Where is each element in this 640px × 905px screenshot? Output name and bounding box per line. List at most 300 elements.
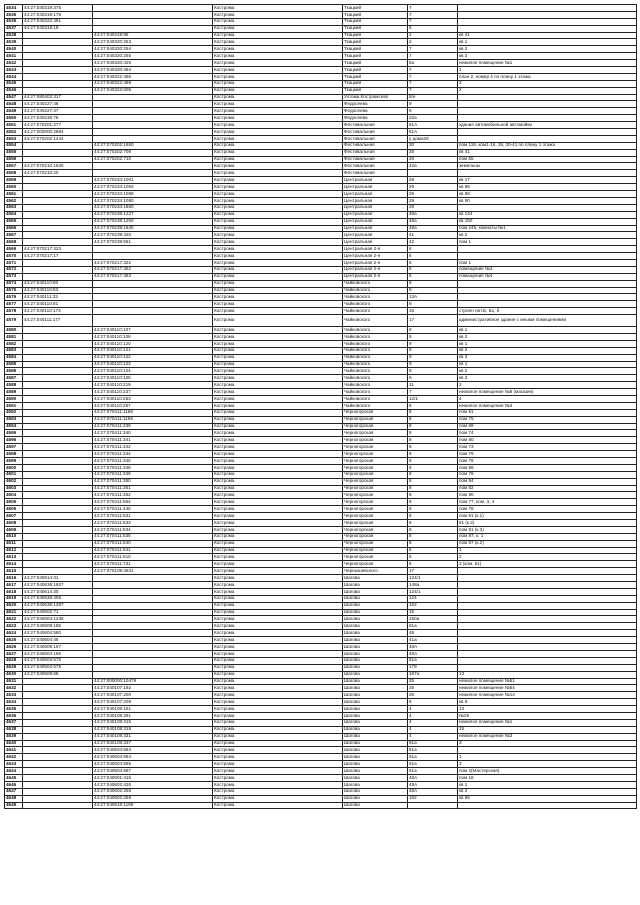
premises-cadastral-number-cell: 44:27:070239:420 xyxy=(93,232,213,239)
city-name-cell: Кострома xyxy=(213,595,343,602)
premises-note-cell xyxy=(458,280,637,287)
premises-note-cell xyxy=(458,135,637,142)
table-row xyxy=(5,650,637,657)
building-number-cell: 17 xyxy=(408,568,458,575)
street-name-cell: Шагова xyxy=(343,582,408,589)
parcel-cadastral-number-cell: 44:27:040319:375 xyxy=(23,5,93,12)
city-name-cell: Кострома xyxy=(213,533,343,540)
premises-note-cell: кв 1 xyxy=(458,39,637,46)
table-row xyxy=(5,444,637,451)
premises-cadastral-number-cell: 44:27:040110:237 xyxy=(93,389,213,396)
row-number-cell: 4646 xyxy=(5,781,23,788)
street-name-cell: Центральная xyxy=(343,191,408,198)
building-number-cell: 6 xyxy=(408,259,458,266)
city-name-cell: Кострома xyxy=(213,184,343,191)
premises-note-cell: пом 90 xyxy=(458,492,637,499)
city-name-cell: Кострома xyxy=(213,637,343,644)
table-row xyxy=(5,101,637,108)
row-number-cell: 4644 xyxy=(5,768,23,775)
street-name-cell: Шагова xyxy=(343,609,408,616)
street-name-cell: Шагова xyxy=(343,602,408,609)
table-row xyxy=(5,18,637,25)
building-number-cell: 48А xyxy=(408,650,458,657)
premises-cadastral-number-cell: 44:27:070411:340 xyxy=(93,430,213,437)
table-row xyxy=(5,478,637,485)
city-name-cell: Кострома xyxy=(213,444,343,451)
premises-cadastral-number-cell: 44:27:070411:348 xyxy=(93,464,213,471)
premises-note-cell xyxy=(458,616,637,623)
parcel-cadastral-number-cell xyxy=(23,46,93,53)
city-name-cell: Кострома xyxy=(213,650,343,657)
street-name-cell: Шагова xyxy=(343,768,408,775)
building-number-cell: 8 xyxy=(408,416,458,423)
premises-note-cell xyxy=(458,108,637,115)
premises-cadastral-number-cell: 44:27:070109:4631 xyxy=(93,568,213,575)
parcel-cadastral-number-cell xyxy=(23,67,93,74)
street-name-cell: Центральная xyxy=(343,225,408,232)
building-number-cell: 61а xyxy=(408,740,458,747)
parcel-cadastral-number-cell xyxy=(23,788,93,795)
premises-note-cell: пом 81 (к.1) xyxy=(458,513,637,520)
street-name-cell: Фестивальная xyxy=(343,129,408,136)
table-row xyxy=(5,540,637,547)
table-row xyxy=(5,11,637,18)
row-number-cell: 4600 xyxy=(5,464,23,471)
premises-note-cell xyxy=(458,170,637,177)
table-row xyxy=(5,706,637,713)
premises-note-cell: кв 2 xyxy=(458,232,637,239)
parcel-cadastral-number-cell xyxy=(23,499,93,506)
table-row xyxy=(5,678,637,685)
table-row xyxy=(5,163,637,170)
row-number-cell: 4625 xyxy=(5,637,23,644)
street-name-cell: Чайковского xyxy=(343,308,408,315)
street-name-cell: Центральная 2-я xyxy=(343,266,408,273)
table-row xyxy=(5,768,637,775)
city-name-cell: Кострома xyxy=(213,802,343,809)
street-name-cell: Центральная 2-я xyxy=(343,253,408,260)
table-row xyxy=(5,568,637,575)
table-row xyxy=(5,416,637,423)
city-name-cell: Кострома xyxy=(213,657,343,664)
city-name-cell: Кострома xyxy=(213,395,343,402)
table-row xyxy=(5,204,637,211)
building-number-cell: 48а xyxy=(408,218,458,225)
building-number-cell: 8 xyxy=(408,458,458,465)
table-row xyxy=(5,184,637,191)
street-name-cell: Шагова xyxy=(343,754,408,761)
street-name-cell: Фестивальная xyxy=(343,135,408,142)
street-name-cell: Чайковского xyxy=(343,368,408,375)
table-row xyxy=(5,657,637,664)
premises-cadastral-number-cell: 44:27:040602:426 xyxy=(93,781,213,788)
table-row xyxy=(5,80,637,87)
premises-cadastral-number-cell: 44:27:040601:415 xyxy=(93,774,213,781)
premises-cadastral-number-cell: 44:27:040319:95 xyxy=(93,32,213,39)
table-row xyxy=(5,499,637,506)
street-name-cell: Черногорская xyxy=(343,485,408,492)
table-row xyxy=(5,774,637,781)
row-number-cell: 4627 xyxy=(5,650,23,657)
premises-note-cell: пом 1 xyxy=(458,239,637,246)
premises-cadastral-number-cell xyxy=(93,135,213,142)
row-number-cell: 4580 xyxy=(5,327,23,334)
table-row xyxy=(5,246,637,253)
parcel-cadastral-number-cell: 44:27:040235:78 xyxy=(23,115,93,122)
table-row xyxy=(5,588,637,595)
building-number-cell: 9 xyxy=(408,280,458,287)
premises-note-cell: кв 1 xyxy=(458,327,637,334)
building-number-cell: 30 xyxy=(408,142,458,149)
street-name-cell: Центральная xyxy=(343,184,408,191)
building-number-cell: 6 xyxy=(408,273,458,280)
building-number-cell: 9 xyxy=(408,375,458,382)
table-row xyxy=(5,547,637,554)
premises-cadastral-number-cell: 44:27:000000:10479 xyxy=(93,678,213,685)
city-name-cell: Кострома xyxy=(213,416,343,423)
premises-cadastral-number-cell: 44:27:040504:587 xyxy=(93,768,213,775)
parcel-cadastral-number-cell xyxy=(23,430,93,437)
street-name-cell: Чайковского xyxy=(343,327,408,334)
table-row xyxy=(5,712,637,719)
table-row xyxy=(5,60,637,67)
row-number-cell: 4618 xyxy=(5,588,23,595)
street-name-cell: Ткацкий xyxy=(343,53,408,60)
table-row xyxy=(5,25,637,32)
premises-note-cell xyxy=(458,294,637,301)
parcel-cadastral-number-cell xyxy=(23,706,93,713)
premises-note-cell: кв 144 xyxy=(458,211,637,218)
premises-note-cell: кв 1 xyxy=(458,340,637,347)
building-number-cell: 4 xyxy=(408,719,458,726)
building-number-cell: 124 xyxy=(408,595,458,602)
street-name-cell: Центральная xyxy=(343,197,408,204)
premises-note-cell: помещение №4 xyxy=(458,273,637,280)
table-row xyxy=(5,32,637,39)
city-name-cell: Кострома xyxy=(213,340,343,347)
table-row xyxy=(5,129,637,136)
parcel-cadastral-number-cell: 44:27:070201:277 xyxy=(23,122,93,129)
building-number-cell: 7 xyxy=(408,46,458,53)
premises-cadastral-number-cell xyxy=(93,108,213,115)
city-name-cell: Кострома xyxy=(213,761,343,768)
street-name-cell: Черногорская xyxy=(343,540,408,547)
city-name-cell: Кострома xyxy=(213,177,343,184)
building-number-cell: 48А xyxy=(408,781,458,788)
premises-cadastral-number-cell xyxy=(93,287,213,294)
parcel-cadastral-number-cell xyxy=(23,506,93,513)
street-name-cell: Чайковского xyxy=(343,402,408,409)
premises-note-cell: кв 41 xyxy=(458,32,637,39)
parcel-cadastral-number-cell xyxy=(23,402,93,409)
parcel-cadastral-number-cell: 44:27:040636:1287 xyxy=(23,602,93,609)
building-number-cell: 150а xyxy=(408,616,458,623)
row-number-cell: 4548 xyxy=(5,101,23,108)
city-name-cell: Кострома xyxy=(213,788,343,795)
premises-cadastral-number-cell: 44:27:040322:488 xyxy=(93,80,213,87)
street-name-cell: Чайковского xyxy=(343,389,408,396)
table-row xyxy=(5,46,637,53)
street-name-cell: Шагова xyxy=(343,740,408,747)
city-name-cell: Кострома xyxy=(213,301,343,308)
city-name-cell: Кострома xyxy=(213,108,343,115)
street-name-cell: Чайковского xyxy=(343,333,408,340)
premises-note-cell: кв 2 xyxy=(458,46,637,53)
table-row xyxy=(5,630,637,637)
city-name-cell: Кострома xyxy=(213,471,343,478)
row-number-cell: 4629 xyxy=(5,664,23,671)
premises-note-cell xyxy=(458,287,637,294)
premises-cadastral-number-cell xyxy=(93,280,213,287)
row-number-cell: 4593 xyxy=(5,416,23,423)
premises-cadastral-number-cell: 44:27:070411:344 xyxy=(93,451,213,458)
premises-cadastral-number-cell: 44:27:040107:200 xyxy=(93,692,213,699)
parcel-cadastral-number-cell xyxy=(23,444,93,451)
parcel-cadastral-number-cell: 44:27:070217:17 xyxy=(23,253,93,260)
row-number-cell: 4565 xyxy=(5,218,23,225)
city-name-cell: Кострома xyxy=(213,644,343,651)
city-name-cell: Кострома xyxy=(213,499,343,506)
parcel-cadastral-number-cell: 44:27:040614:30 xyxy=(23,588,93,595)
premises-cadastral-number-cell: 44:27:070234:1001 xyxy=(93,177,213,184)
building-number-cell: 7 xyxy=(408,11,458,18)
row-number-cell: 4554 xyxy=(5,142,23,149)
table-row xyxy=(5,513,637,520)
table-row xyxy=(5,595,637,602)
city-name-cell: Кострома xyxy=(213,733,343,740)
street-name-cell: Шагова xyxy=(343,788,408,795)
premises-cadastral-number-cell xyxy=(93,94,213,101)
premises-cadastral-number-cell: 44:27:070234:1860 xyxy=(93,204,213,211)
premises-cadastral-number-cell: 44:27:040320:425 xyxy=(93,60,213,67)
parcel-cadastral-number-cell: 44:27:040604:1238 xyxy=(23,616,93,623)
table-row xyxy=(5,361,637,368)
parcel-cadastral-number-cell: 44:27:000000:2884 xyxy=(23,129,93,136)
premises-note-cell: 2 xyxy=(458,87,637,94)
row-number-cell: 4542 xyxy=(5,60,23,67)
building-number-cell: 17 xyxy=(408,315,458,327)
row-number-cell: 4603 xyxy=(5,485,23,492)
premises-cadastral-number-cell xyxy=(93,301,213,308)
row-number-cell: 4535 xyxy=(5,11,23,18)
building-number-cell: 8 xyxy=(408,430,458,437)
street-name-cell: Шагова xyxy=(343,761,408,768)
premises-cadastral-number-cell xyxy=(93,11,213,18)
parcel-cadastral-number-cell xyxy=(23,485,93,492)
premises-cadastral-number-cell xyxy=(93,115,213,122)
parcel-cadastral-number-cell xyxy=(23,533,93,540)
premises-cadastral-number-cell xyxy=(93,657,213,664)
building-number-cell: 61а xyxy=(408,623,458,630)
table-row xyxy=(5,437,637,444)
parcel-cadastral-number-cell xyxy=(23,774,93,781)
row-number-cell: 4645 xyxy=(5,774,23,781)
building-number-cell: 152 xyxy=(408,602,458,609)
premises-cadastral-number-cell: 44:27:040320:484 xyxy=(93,67,213,74)
premises-cadastral-number-cell: 44:27:070239:551 xyxy=(93,239,213,246)
street-name-cell: Чайковского xyxy=(343,287,408,294)
table-row xyxy=(5,239,637,246)
row-number-cell: 4648 xyxy=(5,795,23,802)
street-name-cell: Шагова xyxy=(343,616,408,623)
premises-note-cell: кв 2 xyxy=(458,333,637,340)
building-number-cell: 4 xyxy=(408,726,458,733)
premises-cadastral-number-cell: 44:27:070411:554 xyxy=(93,499,213,506)
premises-cadastral-number-cell: 44:27:070238:1227 xyxy=(93,211,213,218)
premises-note-cell xyxy=(458,18,637,25)
building-number-cell: 8 xyxy=(408,506,458,513)
table-row xyxy=(5,582,637,589)
parcel-cadastral-number-cell xyxy=(23,156,93,163)
premises-cadastral-number-cell: 44:27:070411:531 xyxy=(93,513,213,520)
city-name-cell: Кострома xyxy=(213,149,343,156)
premises-note-cell: нежилое помещение №54 xyxy=(458,685,637,692)
table-row xyxy=(5,526,637,533)
table-row xyxy=(5,197,637,204)
parcel-cadastral-number-cell: 44:27:040502:71 xyxy=(23,609,93,616)
street-name-cell: Ткацкий xyxy=(343,73,408,80)
city-name-cell: Кострома xyxy=(213,602,343,609)
premises-cadastral-number-cell xyxy=(93,671,213,678)
building-number-cell: 48А xyxy=(408,788,458,795)
street-name-cell: Черногорская xyxy=(343,409,408,416)
premises-note-cell: пом 69 xyxy=(458,423,637,430)
parcel-cadastral-number-cell xyxy=(23,513,93,520)
building-number-cell: 9 xyxy=(408,108,458,115)
premises-cadastral-number-cell xyxy=(93,18,213,25)
premises-cadastral-number-cell: 44:27:040107:192 xyxy=(93,685,213,692)
street-name-cell: Шагова xyxy=(343,726,408,733)
parcel-cadastral-number-cell xyxy=(23,259,93,266)
street-name-cell: Шагова xyxy=(343,802,408,809)
street-name-cell: Черногорская xyxy=(343,471,408,478)
premises-cadastral-number-cell: 44:27:040504:583 xyxy=(93,747,213,754)
street-name-cell: Черногорская xyxy=(343,416,408,423)
street-name-cell: Шагова xyxy=(343,671,408,678)
city-name-cell: Кострома xyxy=(213,163,343,170)
row-number-cell: 4534 xyxy=(5,5,23,12)
premises-cadastral-number-cell xyxy=(93,308,213,315)
row-number-cell: 4568 xyxy=(5,239,23,246)
premises-note-cell: кв 17 xyxy=(458,177,637,184)
parcel-cadastral-number-cell: 44:27:040504:575 xyxy=(23,664,93,671)
parcel-cadastral-number-cell xyxy=(23,273,93,280)
row-number-cell: 4573 xyxy=(5,273,23,280)
table-row xyxy=(5,67,637,74)
parcel-cadastral-number-cell xyxy=(23,191,93,198)
city-name-cell: Кострома xyxy=(213,73,343,80)
parcel-cadastral-number-cell: 44:27:040504:45 xyxy=(23,637,93,644)
building-number-cell: 6 xyxy=(408,266,458,273)
table-row xyxy=(5,122,637,129)
building-number-cell: 61А xyxy=(408,122,458,129)
table-row xyxy=(5,733,637,740)
premises-cadastral-number-cell: 44:27:040110:121 xyxy=(93,347,213,354)
row-number-cell: 4624 xyxy=(5,630,23,637)
building-number-cell: 41а xyxy=(408,637,458,644)
premises-cadastral-number-cell: 44:27:040504:585 xyxy=(93,761,213,768)
building-number-cell: 6 xyxy=(408,561,458,568)
register-body xyxy=(5,5,637,809)
city-name-cell: Кострома xyxy=(213,671,343,678)
row-number-cell: 4589 xyxy=(5,389,23,396)
premises-note-cell xyxy=(458,595,637,602)
parcel-cadastral-number-cell xyxy=(23,382,93,389)
row-number-cell: 4557 xyxy=(5,163,23,170)
building-number-cell: 61А xyxy=(408,129,458,136)
row-number-cell: 4617 xyxy=(5,582,23,589)
premises-note-cell: кв 3 xyxy=(458,53,637,60)
table-row xyxy=(5,561,637,568)
row-number-cell: 4591 xyxy=(5,402,23,409)
table-row xyxy=(5,754,637,761)
row-number-cell: 4602 xyxy=(5,478,23,485)
city-name-cell: Кострома xyxy=(213,46,343,53)
row-number-cell: 4622 xyxy=(5,616,23,623)
city-name-cell: Кострома xyxy=(213,170,343,177)
city-name-cell: Кострома xyxy=(213,191,343,198)
row-number-cell: 4559 xyxy=(5,177,23,184)
building-number-cell: 4 xyxy=(408,706,458,713)
row-number-cell: 4628 xyxy=(5,657,23,664)
building-number-cell: 11 xyxy=(408,382,458,389)
city-name-cell: Кострома xyxy=(213,315,343,327)
street-name-cell: Ткацкий xyxy=(343,18,408,25)
parcel-cadastral-number-cell xyxy=(23,142,93,149)
city-name-cell: Кострома xyxy=(213,795,343,802)
table-row xyxy=(5,53,637,60)
premises-cadastral-number-cell: 44:27:040108:337 xyxy=(93,740,213,747)
table-row xyxy=(5,287,637,294)
table-row xyxy=(5,726,637,733)
premises-cadastral-number-cell: 44:27:070234:1090 xyxy=(93,197,213,204)
city-name-cell: Кострома xyxy=(213,781,343,788)
street-name-cell: Черногорская xyxy=(343,554,408,561)
premises-note-cell xyxy=(458,101,637,108)
premises-cadastral-number-cell: 44:27:070411:534 xyxy=(93,526,213,533)
row-number-cell: 4553 xyxy=(5,135,23,142)
parcel-cadastral-number-cell: 44:27:040504:575 xyxy=(23,657,93,664)
building-number-cell: 2 xyxy=(408,39,458,46)
premises-cadastral-number-cell xyxy=(93,623,213,630)
row-number-cell: 4637 xyxy=(5,719,23,726)
city-name-cell: Кострома xyxy=(213,692,343,699)
premises-cadastral-number-cell: 44:27:070411:352 xyxy=(93,492,213,499)
table-row xyxy=(5,354,637,361)
premises-cadastral-number-cell xyxy=(93,315,213,327)
city-name-cell: Кострома xyxy=(213,253,343,260)
premises-note-cell: план 2, номер 4 по плану 1 этажа xyxy=(458,73,637,80)
table-row xyxy=(5,492,637,499)
city-name-cell: Кострома xyxy=(213,361,343,368)
row-number-cell: 4585 xyxy=(5,361,23,368)
city-name-cell: Кострома xyxy=(213,389,343,396)
premises-note-cell: нежилое помещение №4 xyxy=(458,402,637,409)
street-name-cell: Шагова xyxy=(343,774,408,781)
building-number-cell: 9 xyxy=(408,301,458,308)
premises-cadastral-number-cell: 44:27:070238:1250 xyxy=(93,218,213,225)
register-sheet xyxy=(4,4,636,809)
parcel-cadastral-number-cell xyxy=(23,87,93,94)
city-name-cell: Кострома xyxy=(213,664,343,671)
parcel-cadastral-number-cell xyxy=(23,232,93,239)
premises-note-cell: нежилое помещение №3 xyxy=(458,733,637,740)
premises-note-cell xyxy=(458,588,637,595)
property-register-table xyxy=(4,4,637,809)
building-number-cell: 148а xyxy=(408,582,458,589)
building-number-cell: 8 xyxy=(408,540,458,547)
premises-note-cell: кв 2 xyxy=(458,788,637,795)
